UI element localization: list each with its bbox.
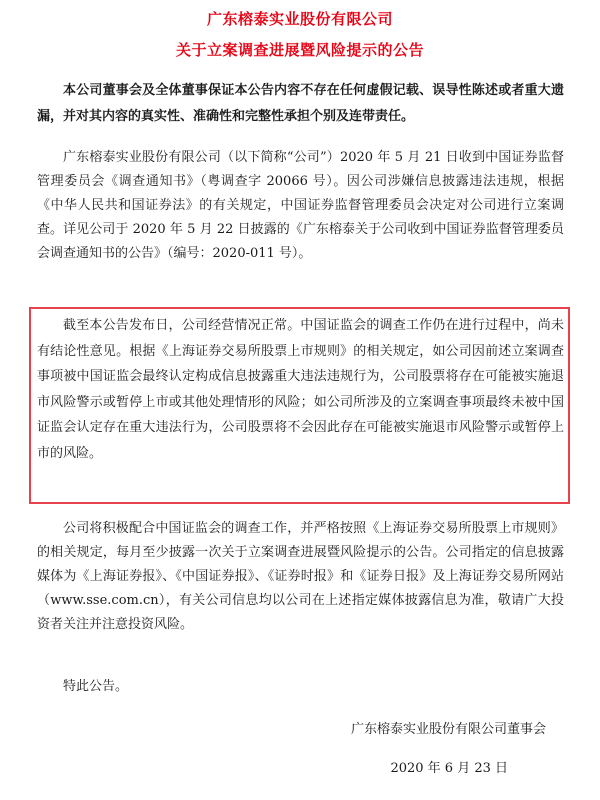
risk-paragraph: 截至本公告发布日，公司经营情况正常。中国证监会的调查工作仍在进行过程中，尚未有结论性意见。根据《上海证券交易所股票上市规则》的相关规定，如公司因前述立案调查事项被中国证监会最终认定构成信息披露重大违法违规行为，公司股票将存在可能被实施退市风险警示或暂停上市或其他处理情形的风险；如公司所涉及的立案调查事项最终未被中国证监会认定存在重大违法行为，公司股票将不会因此存在可能被实施退市风险警示或暂停上市的风险。	[37, 318, 564, 461]
signature-date: 2020 年 6 月 23 日	[390, 761, 508, 776]
followup-paragraph: 公司将积极配合中国证监会的调查工作，并严格按照《上海证券交易所股票上市规则》的相关规定，每月至少披露一次关于立案调查进展暨风险提示的公告。公司指定的信息披露媒体为《上海证券报》、《中国证券报》、《证券时报》和《证券日报》及上海证券交易所网站（www.sse.com.cn），有关公司信息均以公司在上述指定媒体披露信息为准，敬请广大投资者关注并注意投资风险。	[37, 521, 564, 632]
announcement-subject: 关于立案调查进展暨风险提示的公告	[175, 41, 424, 59]
intro-paragraph: 广东榕泰实业股份有限公司（以下简称“公司”）2020 年 5 月 21 日收到中国证券监督管理委员会《调查通知书》（粤调查字 20066 号）。因公司涉嫌信息披露违法违规，根据《中华人民共和国证券法》的有关规定，中国证券监督管理委员会决定对公司进行立案调查。详见公司于 2020 年 5 月 22 日披露的《广东榕泰关于公司收到中国证券监督管理委员会调查通知书的公告》（编号：2020-011 号）。	[37, 150, 564, 261]
board-statement: 本公司董事会及全体董事保证本公告内容不存在任何虚假记载、误导性陈述或者重大遗漏，并对其内容的真实性、准确性和完整性承担个别及连带责任。	[37, 83, 564, 124]
signature-company: 广东榕泰实业股份有限公司董事会	[350, 722, 546, 737]
company-title: 广东榕泰实业股份有限公司	[206, 10, 393, 28]
closing-line: 特此公告。	[63, 679, 129, 694]
